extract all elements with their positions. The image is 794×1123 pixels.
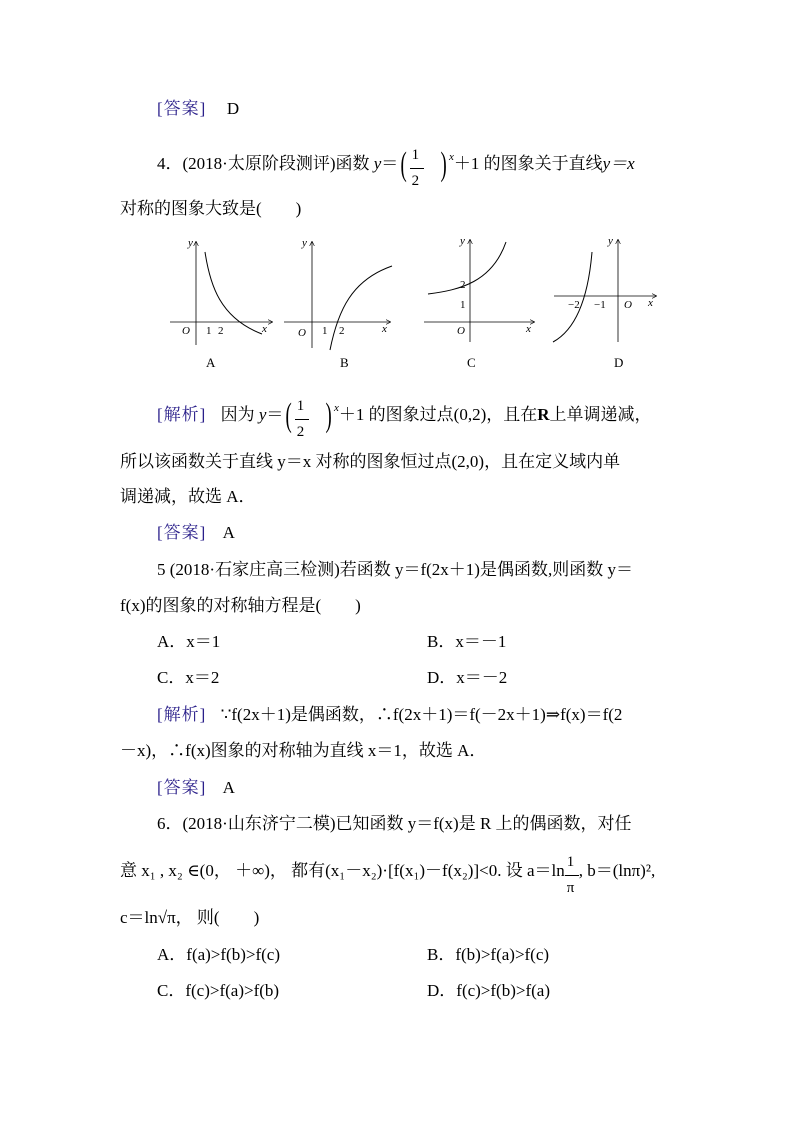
paren-left: ( bbox=[400, 146, 408, 184]
q5-option-c: C．x＝2 bbox=[157, 668, 220, 687]
question-source: (2018·太原阶段测评) bbox=[182, 154, 336, 173]
question-4-line-2: 对称的图象大致是( ) bbox=[120, 199, 302, 218]
answer-tag: [答案] bbox=[157, 778, 207, 797]
exponent: x bbox=[334, 402, 339, 414]
graph-c-origin: O bbox=[457, 325, 465, 337]
q6-option-b: B．f(b)>f(a)>f(c) bbox=[427, 945, 550, 964]
frac-den: 2 bbox=[411, 173, 420, 190]
graph-a-tick1: 1 bbox=[206, 325, 212, 337]
answer-value: D bbox=[226, 99, 240, 118]
graph-b bbox=[284, 237, 392, 370]
paren-right: ) bbox=[440, 146, 447, 184]
math-eq: ＝ bbox=[266, 405, 284, 424]
q5-option-d: D．x＝－2 bbox=[427, 668, 508, 687]
graph-d-tick2: −1 bbox=[594, 299, 606, 311]
math-var: y bbox=[258, 405, 267, 424]
question-6-line-3: c＝ln√π， 则( ) bbox=[120, 908, 260, 927]
graph-d-origin: O bbox=[624, 299, 632, 311]
math-eq: ＝ bbox=[381, 154, 399, 173]
solution-tag: [解析] bbox=[157, 705, 207, 724]
frac-num: 1 bbox=[411, 147, 420, 164]
graph-c bbox=[424, 235, 534, 370]
question-4-line-1 bbox=[157, 146, 635, 190]
graph-a-letter: A bbox=[206, 355, 216, 370]
graph-c-letter: C bbox=[467, 355, 476, 370]
answer-value: A bbox=[222, 778, 235, 797]
solution-text: 因为 bbox=[220, 405, 255, 424]
graph-b-curve bbox=[330, 266, 392, 350]
math-var: y bbox=[373, 154, 382, 173]
exponent: x bbox=[448, 151, 454, 163]
graph-d-letter: D bbox=[614, 355, 624, 370]
graph-c-tick1: 1 bbox=[460, 299, 466, 311]
graph-c-xlabel: x bbox=[526, 323, 531, 335]
graph-c-curve bbox=[428, 242, 506, 294]
solution-text: ＋1 的图象过点(0,2)，且在 bbox=[338, 405, 538, 424]
question-5-line-1: 5 (2018·石家庄高三检测)若函数 y＝f(2x＋1)是偶函数,则函数 y＝ bbox=[157, 560, 633, 579]
graph-b-letter: B bbox=[340, 355, 349, 370]
graph-d-ylabel: y bbox=[608, 235, 613, 247]
q6-option-d: D．f(c)>f(b)>f(a) bbox=[427, 981, 550, 1000]
question-number: 4． bbox=[157, 154, 183, 173]
question-6-line-2 bbox=[120, 854, 656, 897]
graph-d-xlabel: x bbox=[648, 297, 653, 309]
solution-text: 上单调递减， bbox=[549, 405, 652, 424]
q4-answer-line bbox=[157, 522, 235, 544]
graph-b-xlabel: x bbox=[382, 323, 387, 335]
graph-d-tick1: −2 bbox=[568, 299, 580, 311]
frac-num: 1 bbox=[566, 854, 575, 871]
q5-solution-line-2: －x)，∴f(x)图象的对称轴为直线 x＝1，故选 A． bbox=[120, 741, 487, 760]
graph-b-tick2: 2 bbox=[339, 325, 345, 337]
frac-den: 2 bbox=[296, 424, 305, 441]
q5-option-b: B．x＝－1 bbox=[427, 632, 507, 651]
graph-b-ylabel: y bbox=[302, 237, 307, 249]
graph-a-tick2: 2 bbox=[218, 325, 224, 337]
question-6-line-1: 6．(2018·山东济宁二模)已知函数 y＝f(x)是 R 上的偶函数，对任 bbox=[157, 814, 632, 833]
q4-solution-line-1 bbox=[157, 397, 652, 441]
graph-d bbox=[553, 235, 656, 370]
graph-c-tick2: 2 bbox=[460, 279, 466, 291]
q5-answer-line bbox=[157, 777, 235, 799]
question-text-tail: ＋1 的图象关于直线 bbox=[453, 154, 603, 173]
q5-solution-line-1 bbox=[157, 704, 622, 726]
answer-line-top bbox=[157, 98, 239, 120]
answer-tag: [答案] bbox=[157, 523, 207, 542]
q6-option-a: A．f(a)>f(b)>f(c) bbox=[157, 945, 280, 964]
graph-a-ylabel: y bbox=[188, 237, 193, 249]
paren-right: ) bbox=[325, 397, 332, 435]
graph-a-origin: O bbox=[182, 325, 190, 337]
math-line: y＝x bbox=[602, 154, 635, 173]
question-text: , b＝(lnπ)², bbox=[578, 861, 656, 880]
graph-d-curve bbox=[553, 252, 592, 342]
q4-solution-line-2: 所以该函数关于直线 y＝x 对称的图象恒过点(2,0)，且在定义域内单 bbox=[120, 452, 621, 471]
q5-option-a: A．x＝1 bbox=[157, 632, 221, 651]
question-text: 函数 bbox=[335, 154, 370, 173]
graph-figures bbox=[0, 230, 794, 370]
paren-left: ( bbox=[285, 397, 293, 435]
frac-den: π bbox=[566, 880, 575, 897]
q4-solution-line-3: 调递减，故选 A． bbox=[120, 487, 256, 506]
graph-b-tick1: 1 bbox=[322, 325, 328, 337]
q6-option-c: C．f(c)>f(a)>f(b) bbox=[157, 981, 280, 1000]
graph-a-xlabel: x bbox=[262, 323, 267, 335]
graph-a bbox=[170, 237, 272, 370]
question-text: 意 x₁ , x₂ ∈(0， ＋∞)， 都有(x₁－x₂)·[f(x₁)－f(x₂)]<0. 设 a＝ln bbox=[120, 861, 565, 880]
graph-b-origin: O bbox=[298, 327, 306, 339]
question-5-line-2: f(x)的图象的对称轴方程是( ) bbox=[120, 596, 361, 615]
set-r: R bbox=[537, 405, 550, 424]
frac-num: 1 bbox=[296, 398, 305, 415]
solution-tag: [解析] bbox=[157, 405, 207, 424]
solution-text: ∵f(2x＋1)是偶函数，∴f(2x＋1)＝f(－2x＋1)⇒f(x)＝f(2 bbox=[220, 705, 623, 724]
graph-c-ylabel: y bbox=[460, 235, 465, 247]
answer-tag: [答案] bbox=[157, 99, 207, 118]
answer-value: A bbox=[222, 523, 235, 542]
